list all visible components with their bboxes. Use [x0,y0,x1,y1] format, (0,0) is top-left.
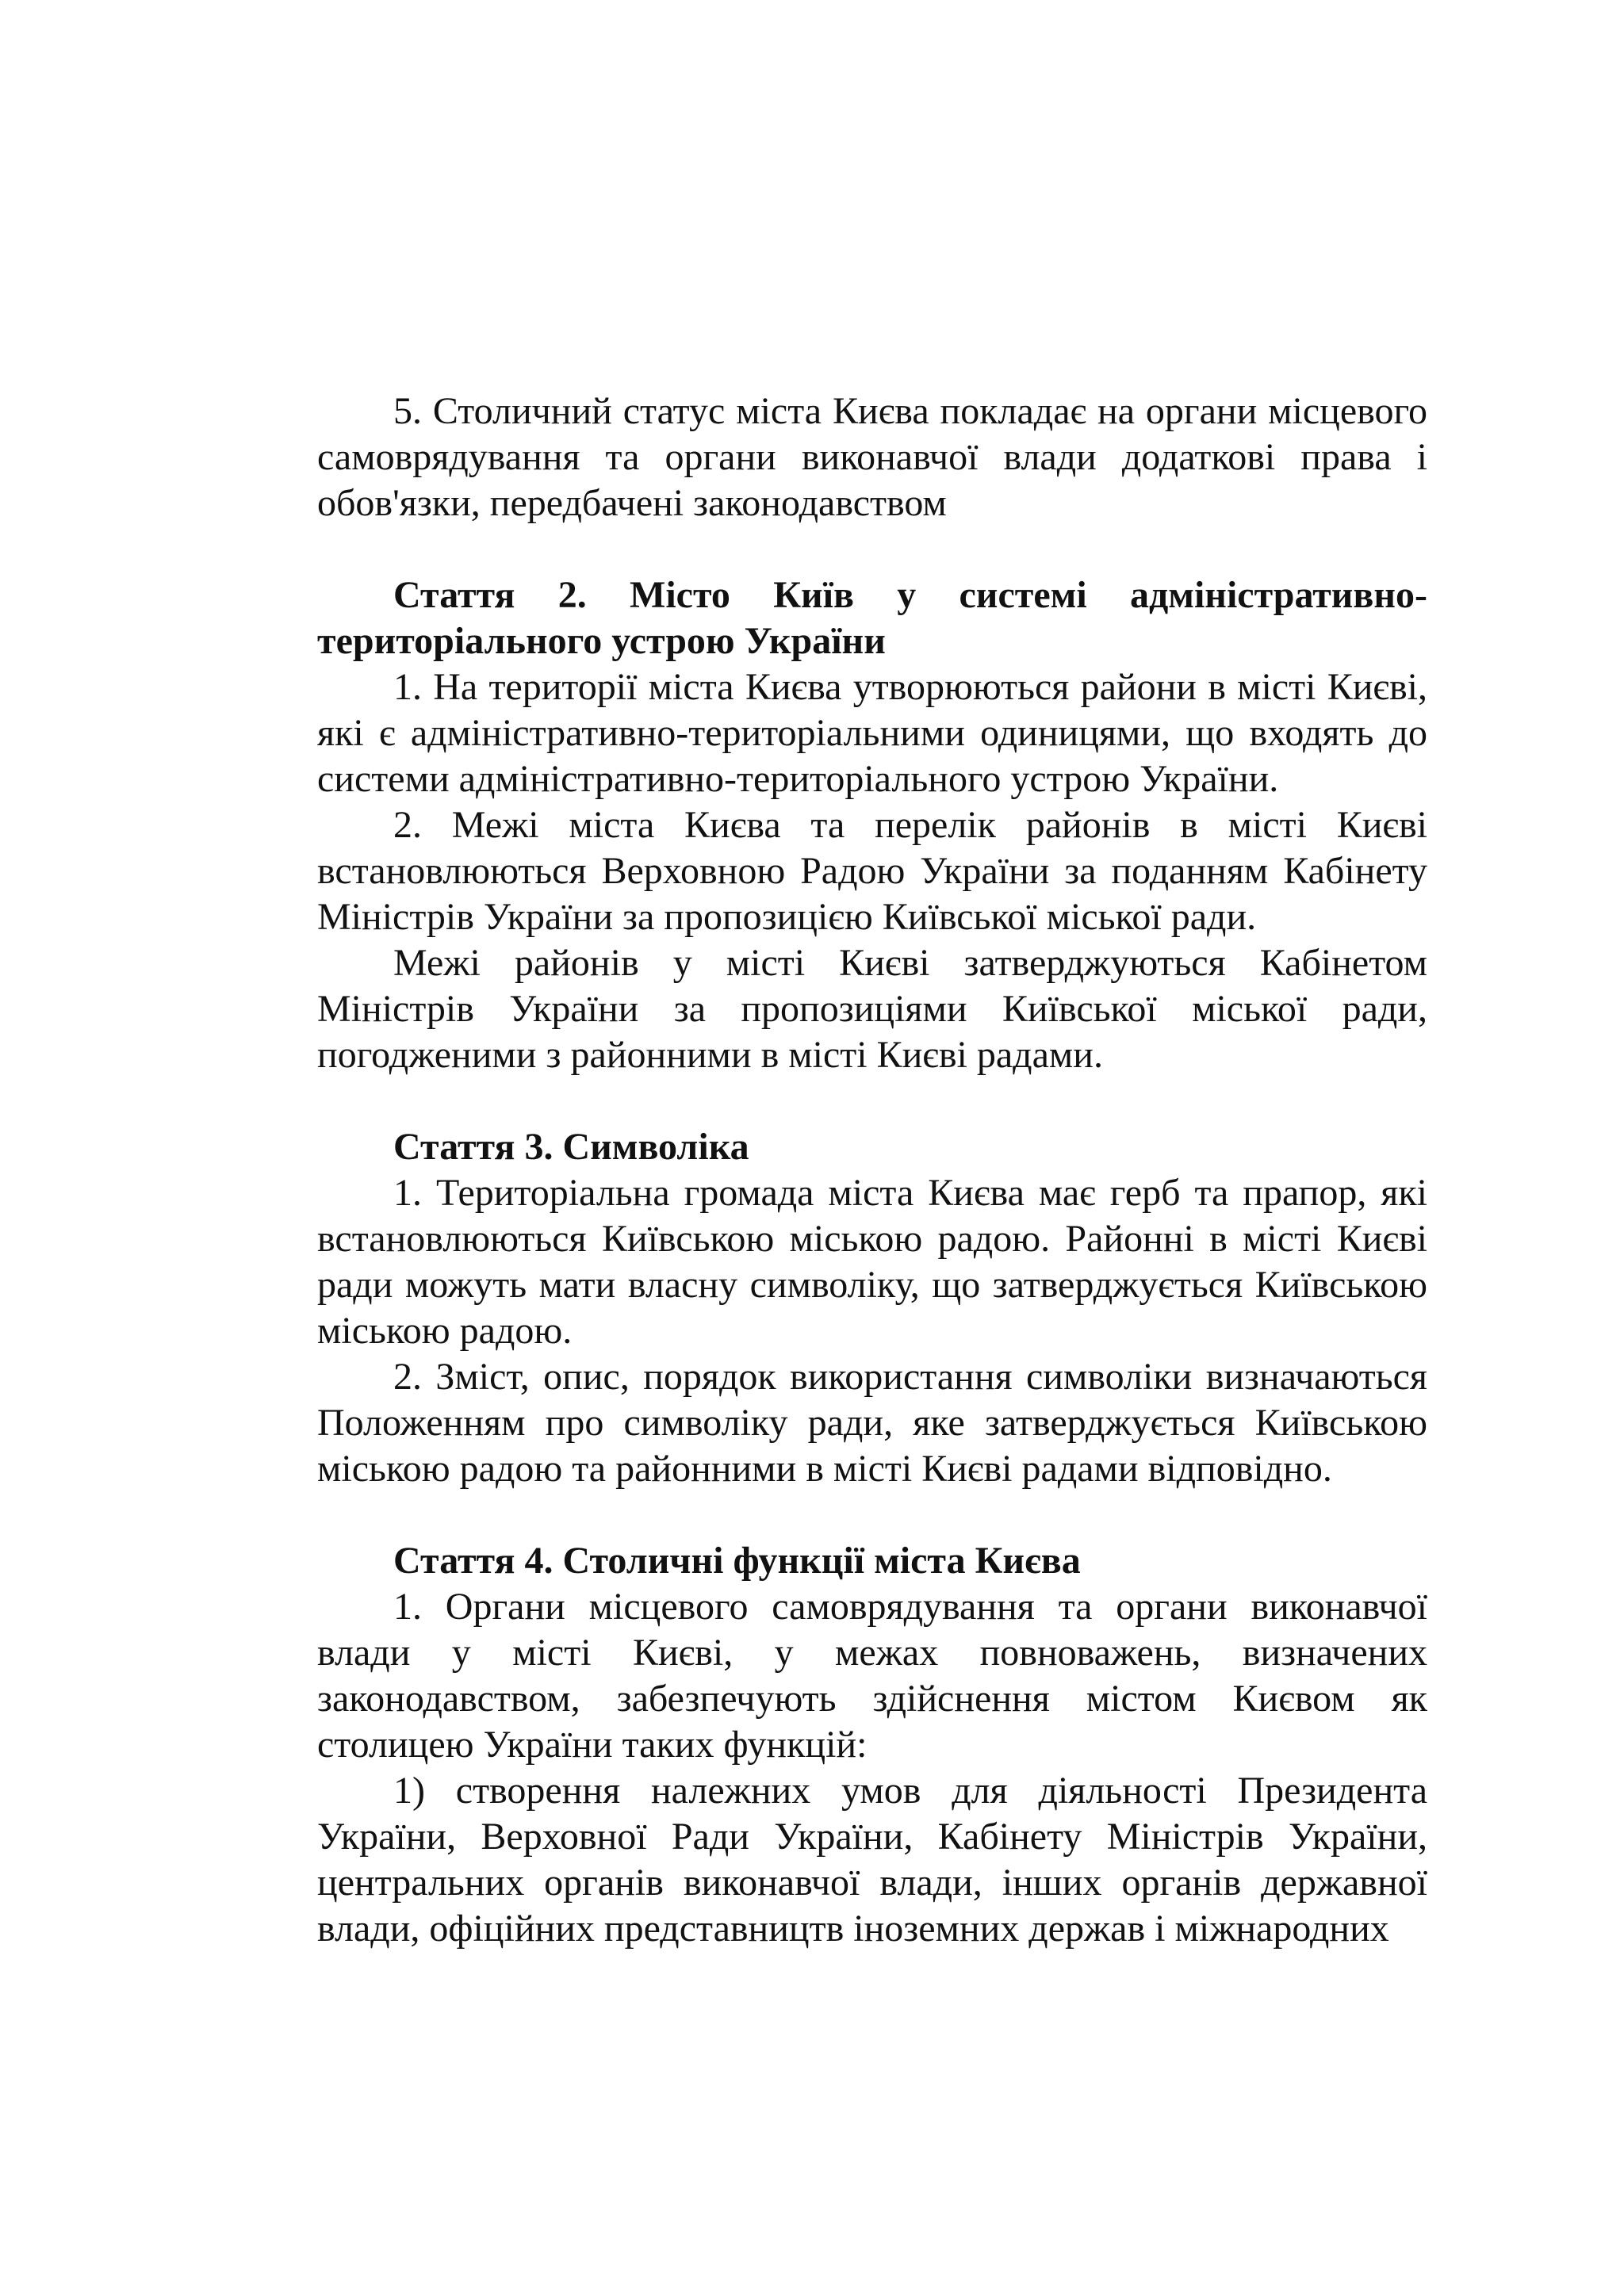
spacer [317,1492,1427,1538]
article-4-heading: Стаття 4. Столичні функції міста Києва [393,1540,1081,1582]
article-4-item-1: 1) створення належних умов для діяльності Президента України, Верховної Ради України, Кабінету Міністрів України, центральних органів виконавчої влади, інших органів державної влади, офіційних представництв іноземних держав і міжнародних [317,1770,1427,1950]
spacer [317,526,1427,572]
article-2-paragraph-3: Межі районів у місті Києві затверджуються Кабінетом Міністрів України за пропозиціями Київської міської ради, погодженими з районними в місті Києві радами. [317,942,1427,1076]
article-2-paragraph-2: 2. Межі міста Києва та перелік районів в місті Києві встановлюються Верховною Радою України за поданням Кабінету Міністрів України за пропозицією Київської міської ради. [317,804,1427,938]
article-3-paragraph-1: 1. Територіальна громада міста Києва має герб та прапор, які встановлюються Київською міською радою. Районні в місті Києві ради можуть мати власну символіку, що затверджується Київською міською радою. [317,1172,1427,1352]
article-2-paragraph-1: 1. На території міста Києва утворюються райони в місті Києві, які є адміністративно-територіальними одиницями, що входять до системи адміністративно-територіального устрою України. [317,666,1427,800]
paragraph-5: 5. Столичний статус міста Києва покладає на органи місцевого самоврядування та органи виконавчої влади додаткові права і обов'язки, передбачені законодавством [317,390,1427,524]
article-4-paragraph-1: 1. Органи місцевого самоврядування та органи виконавчої влади у місті Києві, у межах повноважень, визначених законодавством, забезпечують здійснення містом Києвом як столицею України таких функцій: [317,1586,1427,1766]
article-2-heading: Стаття 2. Місто Київ у системі адміністративно-територіального устрою України [317,574,1427,662]
document-body [317,388,1427,1952]
article-3-paragraph-2: 2. Зміст, опис, порядок використання символіки визначаються Положенням про символіку ради, яке затверджується Київською міською радою та районними в місті Києві радами відповідно. [317,1356,1427,1490]
spacer [317,1078,1427,1124]
article-3-heading: Стаття 3. Символіка [393,1126,749,1168]
